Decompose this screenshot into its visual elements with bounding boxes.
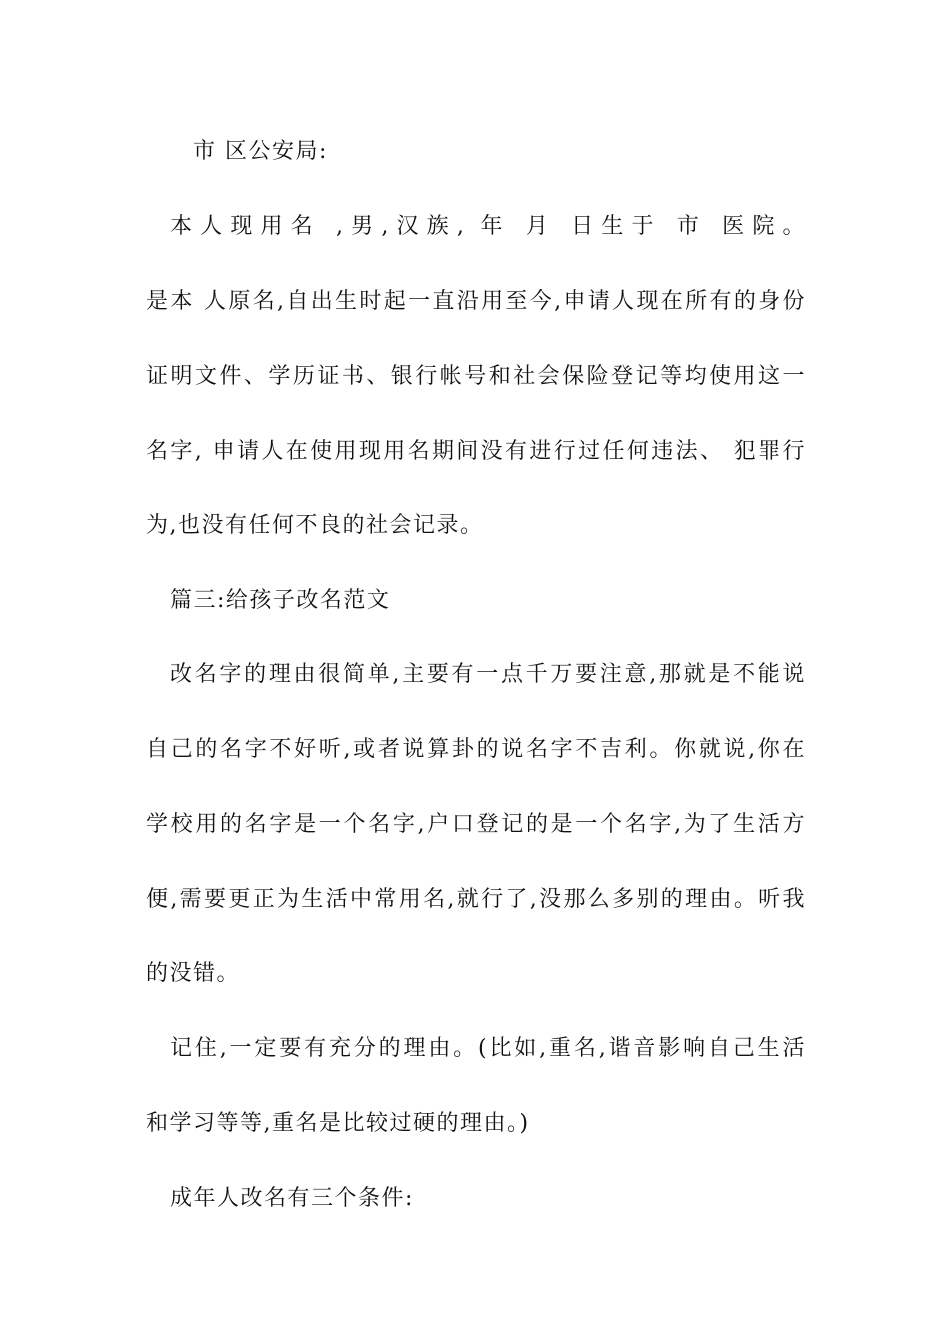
paragraph-line: 自己的名字不好听,或者说算卦的说名字不吉利。你就说,你在 xyxy=(146,737,806,762)
paragraph-line: 名字, 申请人在使用现用名期间没有进行过任何违法、 犯罪行 xyxy=(146,439,806,464)
paragraph-line: 便,需要更正为生活中常用名,就行了,没那么多别的理由。听我 xyxy=(146,887,806,912)
paragraph-line: 为,也没有任何不良的社会记录。 xyxy=(146,513,484,538)
paragraph-line: 本人现用名 ,男,汉族, 年 月 日生于 市 医院。 xyxy=(170,214,806,239)
paragraph-line: 记住,一定要有充分的理由。(比如,重名,谐音影响自己生活 xyxy=(170,1036,806,1061)
paragraph-line: 和学习等等,重名是比较过硬的理由。) xyxy=(146,1111,530,1136)
paragraph-line: 学校用的名字是一个名字,户口登记的是一个名字,为了生活方 xyxy=(146,812,806,837)
paragraph-line: 的没错。 xyxy=(146,961,241,986)
section-heading: 篇三:给孩子改名范文 xyxy=(170,588,391,613)
paragraph-line: 证明文件、学历证书、银行帐号和社会保险登记等均使用这一 xyxy=(146,364,806,389)
salutation-line: 市 区公安局: xyxy=(193,139,328,164)
paragraph-line: 改名字的理由很简单,主要有一点千万要注意,那就是不能说 xyxy=(170,662,806,687)
paragraph-line: 是本 人原名,自出生时起一直沿用至今,申请人现在所有的身份 xyxy=(146,289,806,314)
paragraph-line: 成年人改名有三个条件: xyxy=(170,1186,414,1211)
